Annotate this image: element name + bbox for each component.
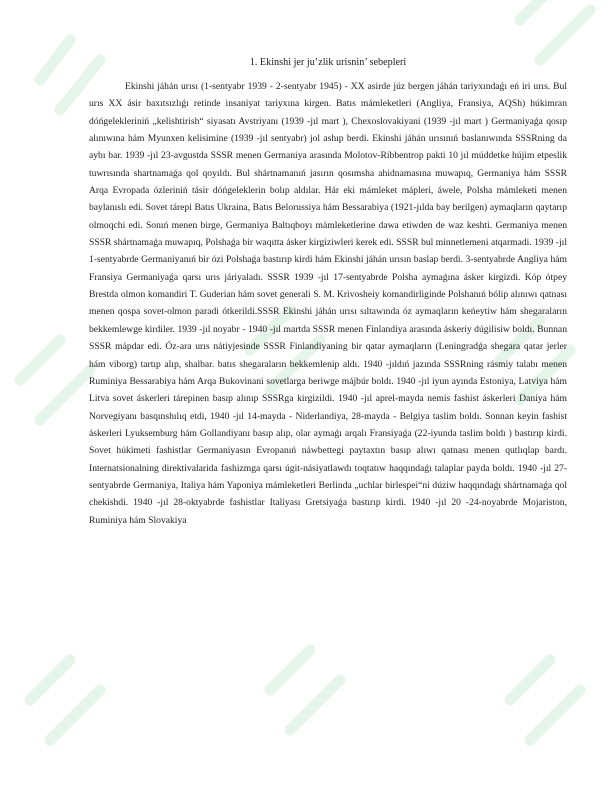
watermark-mark [20, 340, 90, 420]
watermark-mark [270, 650, 340, 730]
document-content [89, 56, 567, 529]
watermark-mark [510, 660, 580, 740]
body-paragraph: Ekinshi jáhán urısı (1-sentyabr 1939 - 2-sentyabr 1945) - XX asirde júz bergen jáhán tariyxındaǵı eń iri urıs. Bul urıs XX ásir baxıtsızlıǵı retinde insaniyat tariyxına kirgen. Batıs mámleketleri (Angliya, Fransiya, AQSh) húkimran dóńgelekleriniń „kelishtirish“ siyasatı Avstriyanı (1939 -jıl mart ), Chexoslovakiyani (1939 -jıl mart ) Germaniyaǵa qosıp alınıwına hám Myunxen kelisimine (1939 -jıl sentyabr) jol ashıp berdi. Ekinshi jáhán urısınıń baslanıwında SSSRning da aybı bar. 1939 -jıl 23-avgustda SSSR menen Germaniya arasında Molotov-Ribbentrop pakti 10 jıl múddetke hújim etpeslik tuwrısında shartnamaǵa qol qoyıldı. Bul shártnamanıń jasırın qosımsha ahidnamasına muwapıq, Germaniya hám SSSR Arqa Evropada ózleriniń tásir dóńgeleklerin bolıp aldılar. Hár eki mámleket mápleri, áwele, Polsha mámleketi menen baylanıslı edi. Sovet tárepi Batıs Ukraina, Batıs Belorussiya hám Bessarabiya (1921-jılda bay berilgen) aymaqların qaytarıp olmoqchi edi. Sonıń menen birge, Germaniya Baltıqboyı mámleketlerine dawa etiwden de waz keshti. Germaniya menen SSSR shártnamaǵa muwapıq, Polshaǵa bir waqıtta ásker kirgiziwleri kerek edi. SSSR bul minnetlemeni atqarmadi. 1939 -jıl 1-sentyabrde Germaniyanıń bir ózi Polshaǵa bastırıp kirdi hám Ekinshi jáhán urısın baslap berdi. 3-sentyabrde Angliya hám Fransiya Germaniyaǵa qarsı urıs járiyaladı. SSSR 1939 -jıl 17-sentyabrde Polsha aymaǵına ásker kirgizdi. Kóp ótpey Brestda olmon komandiri T. Guderian hám sovet generali S. M. Krivosheiy komandirliginde Polshanıń bólip alınıwı qatnası menen qospa sovet-olmon paradi ótkerildi.SSSR Ekinshi jáhán urısı sıltawında óz aymaqların keńeytiw hám shegaraların bekkemlewge kirdiler. 1939 -jıl noyabr - 1940 -jıl martda SSSR menen Finlandiya arasında áskeriy dúgilisiw boldı. Bunnan SSSR mápdar edi. Óz-ara urıs nátiyjesinde SSSR Finlandiyaning bir qatar aymaqların (Leningradǵa shegara qatar jerler hám viborg) tartıp alıp, shalbar. batıs shegaraların bekkemlenip aldı. 1940 -jıldıń jazında SSSRning rásmiy talabı menen Ruminiya Bessarabiya hám Arqa Bukovinani sovetlarga beriwge májbúr boldı. 1940 -jıl iyun ayında Estoniya, Latviya hám Litva sovet áskerleri tárepinen basıp alınıp SSSRga kirgizildi. 1940 -jıl aprel-mayda nemis fashist áskerleri Daniya hám Norvegiyanı basqınshılıq etdi, 1940 -jıl 14-mayda - Niderlandiya, 28-mayda - Belgiya taslim boldı. Sonnan keyin fashist áskerleri Lyuksemburg hám Gollandiyanı basıp alıp, olar aymaǵı arqalı Fransiyaǵa (22-iyunda taslim boldı ) bastırıp kirdi. Sovet húkimeti fashistlar Germaniyasın Evropanıń náwbettegi paytaxtın basıp alıwı qatnası menen qutlıqlap bardı. Internatsionalning direktivalarida fashizmga qarsı úgit-násiyatlawdı toqtatıw haqqındaǵı talaplar payda boldı. 1940 -jıl 27-sentyabrde Germaniya, Italiya hám Yaponiya mámleketleri Berlinda „uchlar birlespei“ni dúziw haqqındaǵı shártnamaǵa qol chekishdi. 1940 -jıl 28-oktyabrde fashistlar Italiyası Gretsiyaǵa bastırıp kirdi. 1940 -jıl 20 -24-noyabrde Mojariston, Ruminiya hám Slovakiya [89, 81, 567, 526]
watermark-mark [520, 0, 590, 60]
watermark-mark [30, 660, 100, 740]
section-title: 1. Ekinshi jer ju’zlik urisnin’ sebepleri [249, 57, 407, 68]
